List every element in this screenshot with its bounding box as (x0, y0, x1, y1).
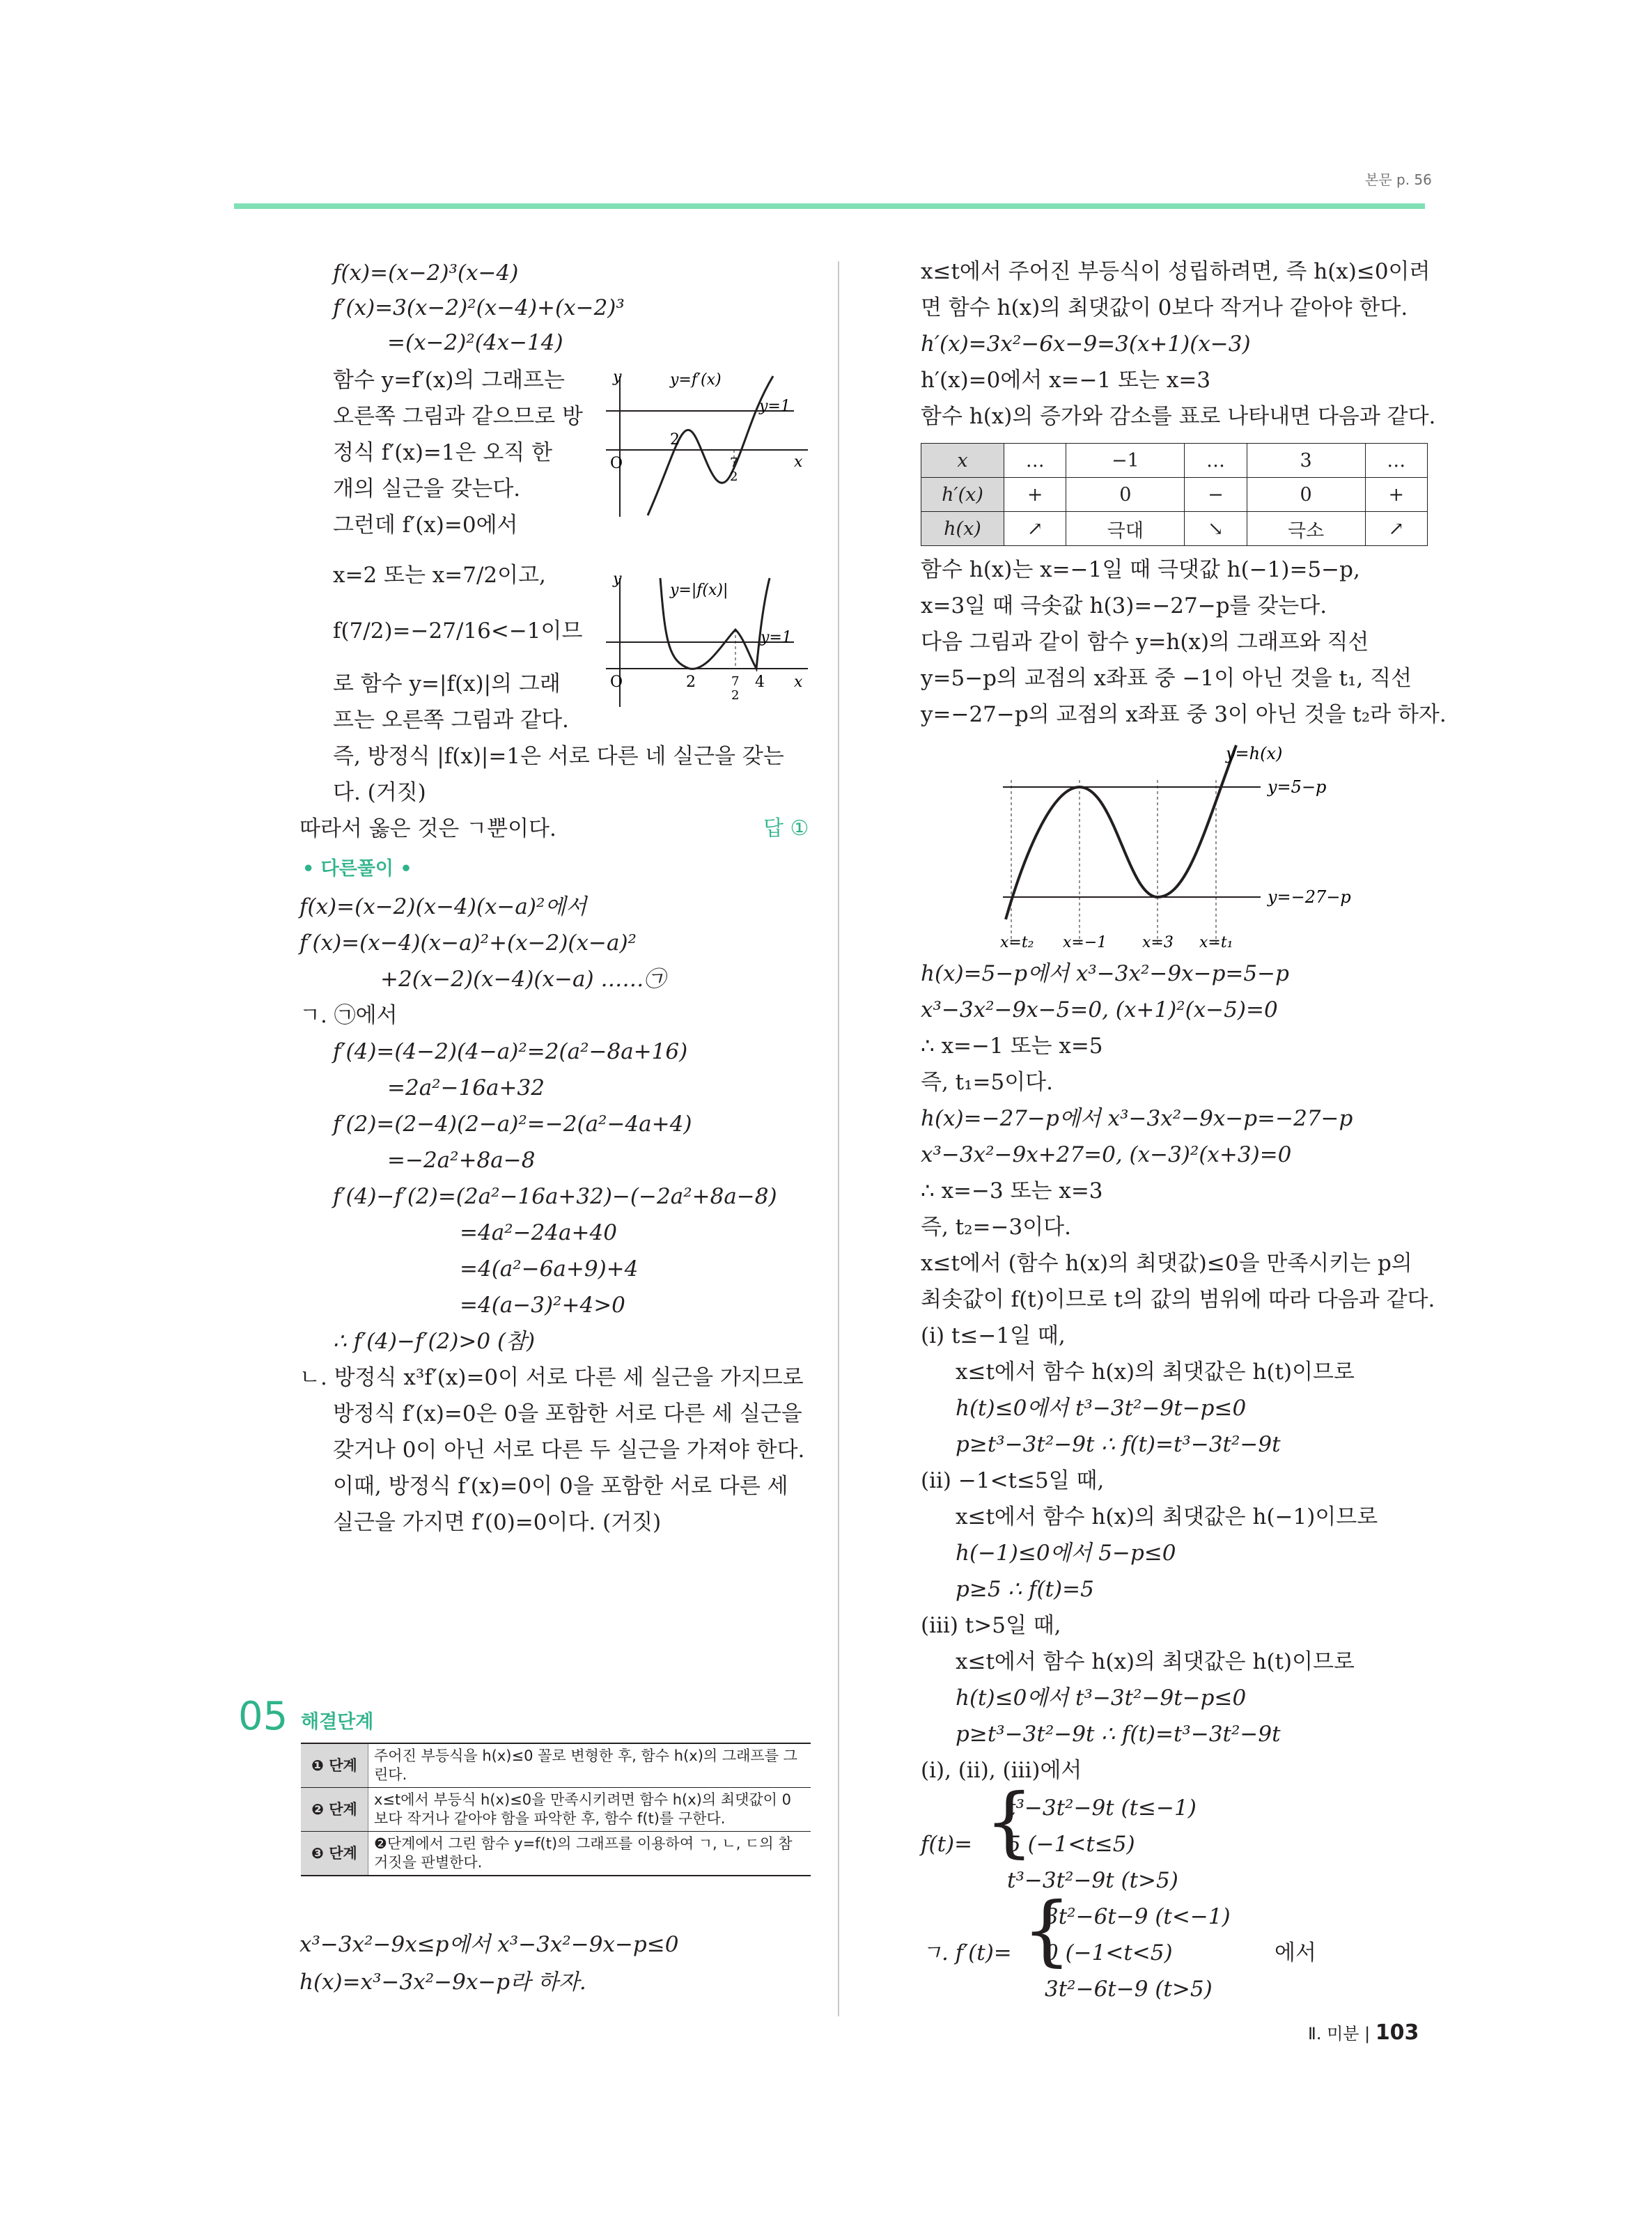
text-line: 정식 f′(x)=1은 오직 한 (333, 440, 553, 465)
step-row (301, 1832, 811, 1876)
line-label: y=1 (759, 398, 790, 415)
step-text: 주어진 부등식을 h(x)≤0 꼴로 변형한 후, 함수 h(x)의 그래프를 그린다. (368, 1743, 811, 1788)
eq-f: f(x)=(x−2)³(x−4) (333, 260, 519, 286)
text-line: x≤t에서 함수 h(x)의 최댓값은 h(−1)이므로 (956, 1504, 1378, 1529)
text-line: p≥5 ∴ f(t)=5 (956, 1577, 1094, 1602)
line-label-top: y=5−p (1268, 777, 1327, 797)
table-row (921, 512, 1428, 546)
alt-line: =−2a²+8a−8 (387, 1148, 536, 1173)
alt-line: 실근을 가지면 f′(0)=0이다. (거짓) (333, 1510, 662, 1535)
step-label: ❷ 단계 (301, 1788, 368, 1832)
text-line: x=2 또는 x=7/2이고, (333, 563, 546, 588)
text-line: 다. (거짓) (333, 780, 426, 805)
alt-line: =4a²−24a+40 (460, 1220, 617, 1245)
origin: O (610, 673, 623, 691)
text-line: (ⅲ) t>5일 때, (921, 1613, 1061, 1638)
text-line: h(x)=5−p에서 x³−3x²−9x−p=5−p (921, 961, 1289, 986)
alt-line: +2(x−2)(x−4)(x−a) ……㉠ (380, 967, 666, 992)
step-text: ❷단계에서 그린 함수 y=f(t)의 그래프를 이용하여 ㄱ, ㄴ, ㄷ의 참 거짓을 판별한다. (368, 1832, 811, 1876)
text-line: 개의 실근을 갖는다. (333, 476, 521, 501)
table-cell: 0 (1247, 478, 1365, 512)
answer: 답 ① (763, 816, 809, 841)
graph-fprime (585, 369, 815, 522)
text-line: x≤t에서 (함수 h(x)의 최댓값)≤0을 만족시키는 p의 (921, 1251, 1412, 1276)
page-footer (1308, 2020, 1419, 2045)
brace: { (1022, 1885, 1071, 1975)
text-line: ∴ x=−1 또는 x=5 (921, 1034, 1103, 1059)
line-label: y=1 (761, 629, 792, 646)
table-cell: … (1365, 444, 1427, 478)
table-row (921, 478, 1428, 512)
page-number: 103 (1375, 2020, 1419, 2045)
table-row (921, 444, 1428, 478)
text-line: p≥t³−3t²−9t ∴ f(t)=t³−3t²−9t (956, 1432, 1281, 1457)
line-label-bottom: y=−27−p (1268, 887, 1351, 907)
fpt-case: 3t²−6t−9 (t<−1) (1045, 1904, 1231, 1929)
text-line: 즉, 방정식 |f(x)|=1은 서로 다른 네 실근을 갖는 (333, 744, 784, 769)
tick-2: 2 (686, 673, 696, 691)
alt-line: 이때, 방정식 f′(x)=0이 0을 포함한 서로 다른 세 (333, 1474, 788, 1499)
alt-line: =2a²−16a+32 (387, 1075, 545, 1100)
step-row (301, 1743, 811, 1788)
table-cell: ↘ (1185, 512, 1247, 546)
text-line: ∴ x=−3 또는 x=3 (921, 1178, 1103, 1204)
text-line: 프는 오른쪽 그림과 같다. (333, 708, 569, 733)
tick-4: 4 (755, 673, 765, 691)
alt-solution-title: • 다른풀이 • (302, 858, 412, 880)
curve-label: y=f′(x) (670, 371, 722, 389)
text-line: x≤t에서 함수 h(x)의 최댓값은 h(t)이므로 (956, 1360, 1355, 1385)
ft-case: t³−3t²−9t (t>5) (1007, 1868, 1178, 1893)
table-cell: … (1185, 444, 1247, 478)
text-line: (ⅰ), (ⅱ), (ⅲ)에서 (921, 1758, 1082, 1783)
text-line: 로 함수 y=|f(x)|의 그래 (333, 671, 561, 696)
eq-fprime: f′(x)=3(x−2)²(x−4)+(x−2)³ (333, 295, 625, 320)
fpt-suffix: 에서 (1275, 1940, 1316, 1965)
chapter-label: Ⅱ. 미분 (1308, 2024, 1359, 2043)
step-label: ❶ 단계 (301, 1743, 368, 1788)
section-title: 해결단계 (301, 1711, 374, 1733)
alt-line: 갖거나 0이 아닌 서로 다른 두 실근을 가져야 한다. (333, 1438, 805, 1463)
table-cell: x (921, 444, 1004, 478)
alt-line: ㄴ. 방정식 x³f′(x)=0이 서로 다른 세 실근을 가지므로 (299, 1365, 804, 1390)
alt-line: f′(2)=(2−4)(2−a)²=−2(a²−4a+4) (333, 1112, 692, 1137)
alt-line: ∴ f′(4)−f′(2)>0 (참) (333, 1329, 536, 1354)
alt-line: f′(4)−f′(2)=(2a²−16a+32)−(−2a²+8a−8) (333, 1184, 777, 1209)
alt-line: f′(4)=(4−2)(4−a)²=2(a²−8a+16) (333, 1039, 688, 1064)
table-cell: + (1365, 478, 1427, 512)
text-line: x³−3x²−9x−5=0, (x+1)²(x−5)=0 (921, 997, 1278, 1022)
column-divider (838, 261, 839, 2016)
text-line: y=5−p의 교점의 x좌표 중 −1이 아닌 것을 t₁, 직선 (921, 666, 1412, 691)
text-line: h(−1)≤0에서 5−p≤0 (956, 1541, 1176, 1566)
fpt-case: 0 (−1<t<5) (1045, 1940, 1173, 1965)
fpt-label: ㄱ. f′(t)= (921, 1940, 1012, 1965)
step-row (301, 1788, 811, 1832)
x-label: x=t₂ (1000, 934, 1034, 951)
solution-line: x³−3x²−9x≤p에서 x³−3x²−9x−p≤0 (299, 1932, 679, 1957)
table-cell: ↗ (1004, 512, 1066, 546)
alt-line: 방정식 f′(x)=0은 0을 포함한 서로 다른 세 실근을 (333, 1401, 802, 1426)
curve-label: y=h(x) (1226, 744, 1283, 763)
increase-decrease-table (921, 443, 1428, 546)
step-text: x≤t에서 부등식 h(x)≤0을 만족시키려면 함수 h(x)의 최댓값이 0보다 작거나 같아야 함을 파악한 후, 함수 f(t)를 구한다. (368, 1788, 811, 1832)
text-line: h(t)≤0에서 t³−3t²−9t−p≤0 (956, 1685, 1247, 1711)
x-label: x=−1 (1063, 934, 1107, 951)
alt-line: =4(a²−6a+9)+4 (460, 1256, 639, 1282)
tick-frac-den: 2 (730, 469, 738, 484)
problem-number: 05 (238, 1694, 288, 1739)
curve-label: y=|f(x)| (670, 582, 728, 599)
conclusion: 따라서 옳은 것은 ㄱ뿐이다. (299, 816, 556, 841)
text-line: h(t)≤0에서 t³−3t²−9t−p≤0 (956, 1396, 1247, 1421)
table-cell: 3 (1247, 444, 1365, 478)
text-line: y=−27−p의 교점의 x좌표 중 3이 아닌 것을 t₂라 하자. (921, 702, 1447, 727)
text-line: 다음 그림과 같이 함수 y=h(x)의 그래프와 직선 (921, 630, 1369, 655)
header-rule (234, 203, 1425, 209)
text-line: (ⅰ) t≤−1일 때, (921, 1323, 1066, 1348)
table-cell: … (1004, 444, 1066, 478)
x-label: x=t₁ (1199, 934, 1233, 951)
footer-separator: | (1364, 2024, 1376, 2043)
step-label: ❸ 단계 (301, 1832, 368, 1876)
graph-h (996, 738, 1386, 954)
text-line: 최솟값이 f(t)이므로 t의 값의 범위에 따라 다음과 같다. (921, 1287, 1435, 1312)
text-line: h′(x)=3x²−6x−9=3(x+1)(x−3) (921, 332, 1251, 357)
alt-line: f(x)=(x−2)(x−4)(x−a)²에서 (299, 894, 587, 919)
text-line: (ⅱ) −1<t≤5일 때, (921, 1468, 1105, 1493)
axis-x: x (794, 453, 803, 471)
solution-line: h(x)=x³−3x²−9x−p라 하자. (299, 1970, 586, 1995)
x-label: x=3 (1142, 934, 1174, 951)
table-cell: − (1185, 478, 1247, 512)
text-line: h′(x)=0에서 x=−1 또는 x=3 (921, 368, 1211, 393)
origin: O (610, 455, 623, 472)
alt-line: ㄱ. ㉠에서 (299, 1003, 398, 1028)
alt-line: =4(a−3)²+4>0 (460, 1293, 625, 1318)
text-line: 오른쪽 그림과 같으므로 방 (333, 404, 583, 429)
table-cell: 0 (1066, 478, 1185, 512)
ft-case: t³−3t²−9t (t≤−1) (1007, 1796, 1197, 1821)
steps-table (301, 1743, 811, 1876)
tick-frac-den: 2 (731, 688, 740, 703)
table-cell: −1 (1066, 444, 1185, 478)
brace: { (985, 1777, 1034, 1866)
text-line: 함수 h(x)는 x=−1일 때 극댓값 h(−1)=5−p, (921, 557, 1360, 582)
text-line: 함수 y=f′(x)의 그래프는 (333, 368, 566, 393)
page-ref: 본문 p. 56 (1365, 171, 1432, 188)
text-line: x≤t에서 함수 h(x)의 최댓값은 h(t)이므로 (956, 1649, 1355, 1674)
table-cell: h(x) (921, 512, 1004, 546)
table-cell: 극소 (1247, 512, 1365, 546)
table-cell: + (1004, 478, 1066, 512)
text-line: x³−3x²−9x+27=0, (x−3)²(x+3)=0 (921, 1142, 1292, 1167)
text-line: x≤t에서 주어진 부등식이 성립하려면, 즉 h(x)≤0이려 (921, 259, 1431, 284)
axis-y: y (613, 369, 622, 386)
ft-case: 5 (−1<t≤5) (1007, 1832, 1135, 1857)
text-line: f(7/2)=−27/16<−1이므 (333, 618, 583, 644)
text-line: 그런데 f′(x)=0에서 (333, 513, 518, 538)
axis-y: y (613, 571, 622, 588)
table-cell: ↗ (1365, 512, 1427, 546)
text-line: 즉, t₁=5이다. (921, 1070, 1053, 1095)
text-line: p≥t³−3t²−9t ∴ f(t)=t³−3t²−9t (956, 1722, 1281, 1747)
text-line: 즉, t₂=−3이다. (921, 1215, 1071, 1240)
fpt-case: 3t²−6t−9 (t>5) (1045, 1977, 1213, 2002)
table-cell: 극대 (1066, 512, 1185, 546)
tick-2: 2 (670, 431, 680, 449)
graph-abs-f (585, 571, 815, 710)
ft-label: f(t)= (921, 1832, 973, 1857)
text-line: x=3일 때 극솟값 h(3)=−27−p를 갖는다. (921, 593, 1327, 618)
tick-frac-num: 7 (731, 674, 740, 689)
eq-fprime-factored: =(x−2)²(4x−14) (387, 330, 563, 355)
alt-line: f′(x)=(x−4)(x−a)²+(x−2)(x−a)² (299, 930, 637, 956)
tick-frac-num: 7 (730, 455, 738, 470)
text-line: h(x)=−27−p에서 x³−3x²−9x−p=−27−p (921, 1106, 1353, 1131)
axis-x: x (794, 673, 803, 691)
text-line: 함수 h(x)의 증가와 감소를 표로 나타내면 다음과 같다. (921, 404, 1436, 429)
text-line: 면 함수 h(x)의 최댓값이 0보다 작거나 같아야 한다. (921, 295, 1408, 320)
table-cell: h′(x) (921, 478, 1004, 512)
